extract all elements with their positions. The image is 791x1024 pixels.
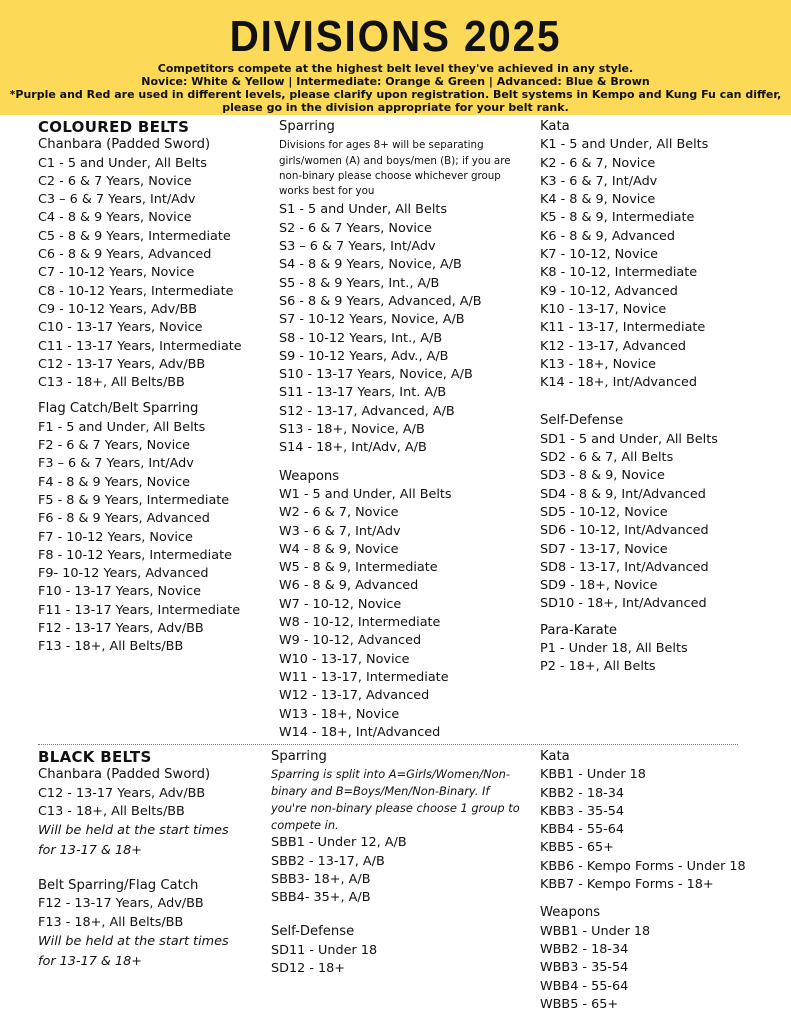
division-item: F6 - 8 & 9 Years, Advanced xyxy=(38,511,210,527)
division-item: S14 - 18+, Int/Adv, A/B xyxy=(279,440,427,456)
division-item: S13 - 18+, Novice, A/B xyxy=(279,422,425,438)
division-item: C9 - 10-12 Years, Adv/BB xyxy=(38,301,198,317)
bb-weapons-heading: Weapons xyxy=(540,905,601,921)
kata-list xyxy=(540,136,785,392)
sparring-description: Divisions for ages 8+ will be separating girls/women (A) and boys/men (B); if you are non-binary please choose whichever group works best for you xyxy=(279,139,511,198)
division-item: SBB1 - Under 12, A/B xyxy=(271,835,407,851)
division-item: S11 - 13-17 Years, Int. A/B xyxy=(279,385,447,401)
bb-belt-sparring-note-2: for 13-17 & 18+ xyxy=(38,953,142,969)
division-item: F13 - 18+, All Belts/BB xyxy=(38,639,184,655)
division-item: S9 - 10-12 Years, Adv., A/B xyxy=(279,348,449,364)
bb-sparring-list xyxy=(271,834,526,907)
division-item: F3 – 6 & 7 Years, Int/Adv xyxy=(38,456,194,472)
division-item: C1 - 5 and Under, All Belts xyxy=(38,155,207,171)
division-item: C12 - 13-17 Years, Adv/BB xyxy=(38,785,206,801)
division-item: S7 - 10-12 Years, Novice, A/B xyxy=(279,312,465,328)
division-item: KBB7 - Kempo Forms - 18+ xyxy=(540,877,714,893)
division-item: W4 - 8 & 9, Novice xyxy=(279,541,399,557)
division-item: C13 - 18+, All Belts/BB xyxy=(38,803,185,819)
division-item: K3 - 6 & 7, Int/Adv xyxy=(540,173,658,189)
division-item: F10 - 13-17 Years, Novice xyxy=(38,584,201,600)
division-item: F1 - 5 and Under, All Belts xyxy=(38,419,206,435)
division-item: K10 - 13-17, Novice xyxy=(540,301,667,317)
division-item: W12 - 13-17, Advanced xyxy=(279,688,430,704)
division-item: SD3 - 8 & 9, Novice xyxy=(540,468,665,484)
division-item: SD7 - 13-17, Novice xyxy=(540,541,668,557)
division-item: K1 - 5 and Under, All Belts xyxy=(540,137,709,153)
division-item: C11 - 13-17 Years, Intermediate xyxy=(38,338,242,354)
division-item: S6 - 8 & 9 Years, Advanced, A/B xyxy=(279,293,482,309)
bb-sparring-heading: Sparring xyxy=(271,749,327,764)
division-item: SD11 - Under 18 xyxy=(271,942,378,958)
division-item: KBB2 - 18-34 xyxy=(540,785,625,801)
division-item: C12 - 13-17 Years, Adv/BB xyxy=(38,356,206,372)
division-item: SBB3- 18+, A/B xyxy=(271,871,371,887)
coloured-belts-heading: COLOURED BELTS xyxy=(38,118,190,136)
division-item: K4 - 8 & 9, Novice xyxy=(540,192,656,208)
division-item: P1 - Under 18, All Belts xyxy=(540,641,688,657)
division-item: W14 - 18+, Int/Advanced xyxy=(279,724,441,740)
division-item: K13 - 18+, Novice xyxy=(540,356,657,372)
division-item: KBB5 - 65+ xyxy=(540,840,614,856)
weapons-list xyxy=(279,486,534,742)
bb-self-defense-heading: Self-Defense xyxy=(271,924,355,940)
coloured-col-2 xyxy=(279,118,534,742)
division-item: F4 - 8 & 9 Years, Novice xyxy=(38,474,191,490)
division-item: K9 - 10-12, Advanced xyxy=(540,283,678,299)
division-item: W11 - 13-17, Intermediate xyxy=(279,669,449,685)
division-item: WBB4 - 55-64 xyxy=(540,978,629,994)
division-item: W13 - 18+, Novice xyxy=(279,706,400,722)
division-item: W9 - 10-12, Advanced xyxy=(279,633,422,649)
division-item: W6 - 8 & 9, Advanced xyxy=(279,578,419,594)
bb-chanbara-heading: Chanbara (Padded Sword) xyxy=(38,767,211,783)
division-item: K5 - 8 & 9, Intermediate xyxy=(540,210,695,226)
header-line-1: Competitors compete at the highest belt level they've achieved in any style. xyxy=(157,62,634,75)
division-item: F7 - 10-12 Years, Novice xyxy=(38,529,193,545)
division-item: WBB3 - 35-54 xyxy=(540,960,629,976)
division-item: W3 - 6 & 7, Int/Adv xyxy=(279,523,401,539)
division-item: F9- 10-12 Years, Advanced xyxy=(38,566,209,582)
black-col-1 xyxy=(38,748,273,971)
division-item: C10 - 13-17 Years, Novice xyxy=(38,320,203,336)
division-item: W10 - 13-17, Novice xyxy=(279,651,410,667)
division-item: P2 - 18+, All Belts xyxy=(540,659,656,675)
division-item: F5 - 8 & 9 Years, Intermediate xyxy=(38,492,230,508)
black-belts-heading: BLACK BELTS xyxy=(38,748,152,766)
division-item: SD9 - 18+, Novice xyxy=(540,578,658,594)
division-item: F12 - 13-17 Years, Adv/BB xyxy=(38,621,204,637)
bb-self-defense-list xyxy=(271,942,526,979)
division-item: WBB2 - 18-34 xyxy=(540,941,629,957)
division-item: W2 - 6 & 7, Novice xyxy=(279,505,399,521)
flag-catch-list xyxy=(38,419,273,657)
header-banner xyxy=(0,0,791,115)
division-item: C2 - 6 & 7 Years, Novice xyxy=(38,173,192,189)
chanbara-list xyxy=(38,155,273,393)
division-item: SD1 - 5 and Under, All Belts xyxy=(540,431,718,447)
para-karate-heading: Para-Karate xyxy=(540,622,617,638)
division-item: C4 - 8 & 9 Years, Novice xyxy=(38,210,192,226)
black-col-2 xyxy=(271,748,526,978)
coloured-col-3 xyxy=(540,118,785,677)
division-item: SD12 - 18+ xyxy=(271,961,346,977)
division-item: F13 - 18+, All Belts/BB xyxy=(38,914,184,930)
bb-belt-sparring-note-1: Will be held at the start times xyxy=(38,934,229,950)
bb-kata-heading: Kata xyxy=(540,749,570,764)
division-item: SD4 - 8 & 9, Int/Advanced xyxy=(540,486,706,502)
division-item: K8 - 10-12, Intermediate xyxy=(540,265,698,281)
division-item: K7 - 10-12, Novice xyxy=(540,247,659,263)
header-line-2: Novice: White & Yellow | Intermediate: Orange & Green | Advanced: Blue & Brown xyxy=(141,75,650,88)
division-item: K11 - 13-17, Intermediate xyxy=(540,320,706,336)
division-item: C7 - 10-12 Years, Novice xyxy=(38,265,195,281)
division-item: SD5 - 10-12, Novice xyxy=(540,504,668,520)
coloured-col-1 xyxy=(38,118,273,657)
division-item: SD2 - 6 & 7, All Belts xyxy=(540,450,674,466)
bb-kata-list xyxy=(540,766,785,894)
flag-catch-heading: Flag Catch/Belt Sparring xyxy=(38,401,199,417)
division-item: F12 - 13-17 Years, Adv/BB xyxy=(38,896,204,912)
division-item: F8 - 10-12 Years, Intermediate xyxy=(38,547,232,563)
bb-chanbara-list xyxy=(38,785,273,822)
division-item: K2 - 6 & 7, Novice xyxy=(540,155,656,171)
division-item: W8 - 10-12, Intermediate xyxy=(279,615,441,631)
division-item: SD8 - 13-17, Int/Advanced xyxy=(540,559,709,575)
division-item: S12 - 13-17, Advanced, A/B xyxy=(279,403,455,419)
chanbara-heading: Chanbara (Padded Sword) xyxy=(38,137,211,153)
division-item: C5 - 8 & 9 Years, Intermediate xyxy=(38,228,231,244)
section-divider xyxy=(38,744,738,745)
division-item: K14 - 18+, Int/Advanced xyxy=(540,375,697,391)
division-item: KBB1 - Under 18 xyxy=(540,767,646,783)
page-title: DIVISIONS 2025 xyxy=(229,12,562,61)
division-item: F11 - 13-17 Years, Intermediate xyxy=(38,602,241,618)
division-item: WBB1 - Under 18 xyxy=(540,923,651,939)
bb-belt-sparring-heading: Belt Sparring/Flag Catch xyxy=(38,878,199,894)
bb-weapons-list xyxy=(540,923,785,1014)
division-item: SBB4- 35+, A/B xyxy=(271,890,371,906)
sparring-heading: Sparring xyxy=(279,119,335,134)
bb-chanbara-note-1: Will be held at the start times xyxy=(38,823,229,839)
self-defense-heading: Self-Defense xyxy=(540,413,624,429)
black-col-3 xyxy=(540,748,785,1014)
division-item: KBB6 - Kempo Forms - Under 18 xyxy=(540,858,746,874)
division-item: S3 – 6 & 7 Years, Int/Adv xyxy=(279,239,436,255)
division-item: C3 – 6 & 7 Years, Int/Adv xyxy=(38,192,196,208)
bb-chanbara-note-2: for 13-17 & 18+ xyxy=(38,842,142,858)
bb-sparring-description: Sparring is split into A=Girls/Women/Non-binary and B=Boys/Men/Non-Binary. If you're non-binary please choose 1 group to compete in. xyxy=(271,767,520,833)
division-item: SBB2 - 13-17, A/B xyxy=(271,853,385,869)
division-item: C13 - 18+, All Belts/BB xyxy=(38,375,185,391)
division-item: S2 - 6 & 7 Years, Novice xyxy=(279,220,432,236)
division-item: S5 - 8 & 9 Years, Int., A/B xyxy=(279,275,440,291)
division-item: C8 - 10-12 Years, Intermediate xyxy=(38,283,234,299)
kata-heading: Kata xyxy=(540,119,570,134)
division-item: K12 - 13-17, Advanced xyxy=(540,338,686,354)
self-defense-list xyxy=(540,431,785,614)
division-item: KBB4 - 55-64 xyxy=(540,822,625,838)
weapons-heading: Weapons xyxy=(279,468,340,484)
bb-belt-sparring-list xyxy=(38,895,273,932)
division-item: F2 - 6 & 7 Years, Novice xyxy=(38,438,191,454)
division-item: S8 - 10-12 Years, Int., A/B xyxy=(279,330,443,346)
sparring-list xyxy=(279,201,534,457)
division-item: K6 - 8 & 9, Advanced xyxy=(540,228,676,244)
division-item: KBB3 - 35-54 xyxy=(540,803,625,819)
division-item: S4 - 8 & 9 Years, Novice, A/B xyxy=(279,257,462,273)
division-item: W7 - 10-12, Novice xyxy=(279,596,402,612)
division-item: W5 - 8 & 9, Intermediate xyxy=(279,560,438,576)
header-note: *Purple and Red are used in different levels, please clarify upon registration. Belt systems in Kempo and Kung Fu can differ, please go in the division appropriate for your belt rank. xyxy=(9,88,782,114)
division-item: SD6 - 10-12, Int/Advanced xyxy=(540,523,709,539)
division-item: W1 - 5 and Under, All Belts xyxy=(279,486,452,502)
division-item: WBB5 - 65+ xyxy=(540,996,619,1012)
division-item: SD10 - 18+, Int/Advanced xyxy=(540,596,707,612)
division-item: S10 - 13-17 Years, Novice, A/B xyxy=(279,367,473,383)
division-item: S1 - 5 and Under, All Belts xyxy=(279,202,448,218)
division-item: C6 - 8 & 9 Years, Advanced xyxy=(38,247,212,263)
para-karate-list xyxy=(540,640,785,677)
